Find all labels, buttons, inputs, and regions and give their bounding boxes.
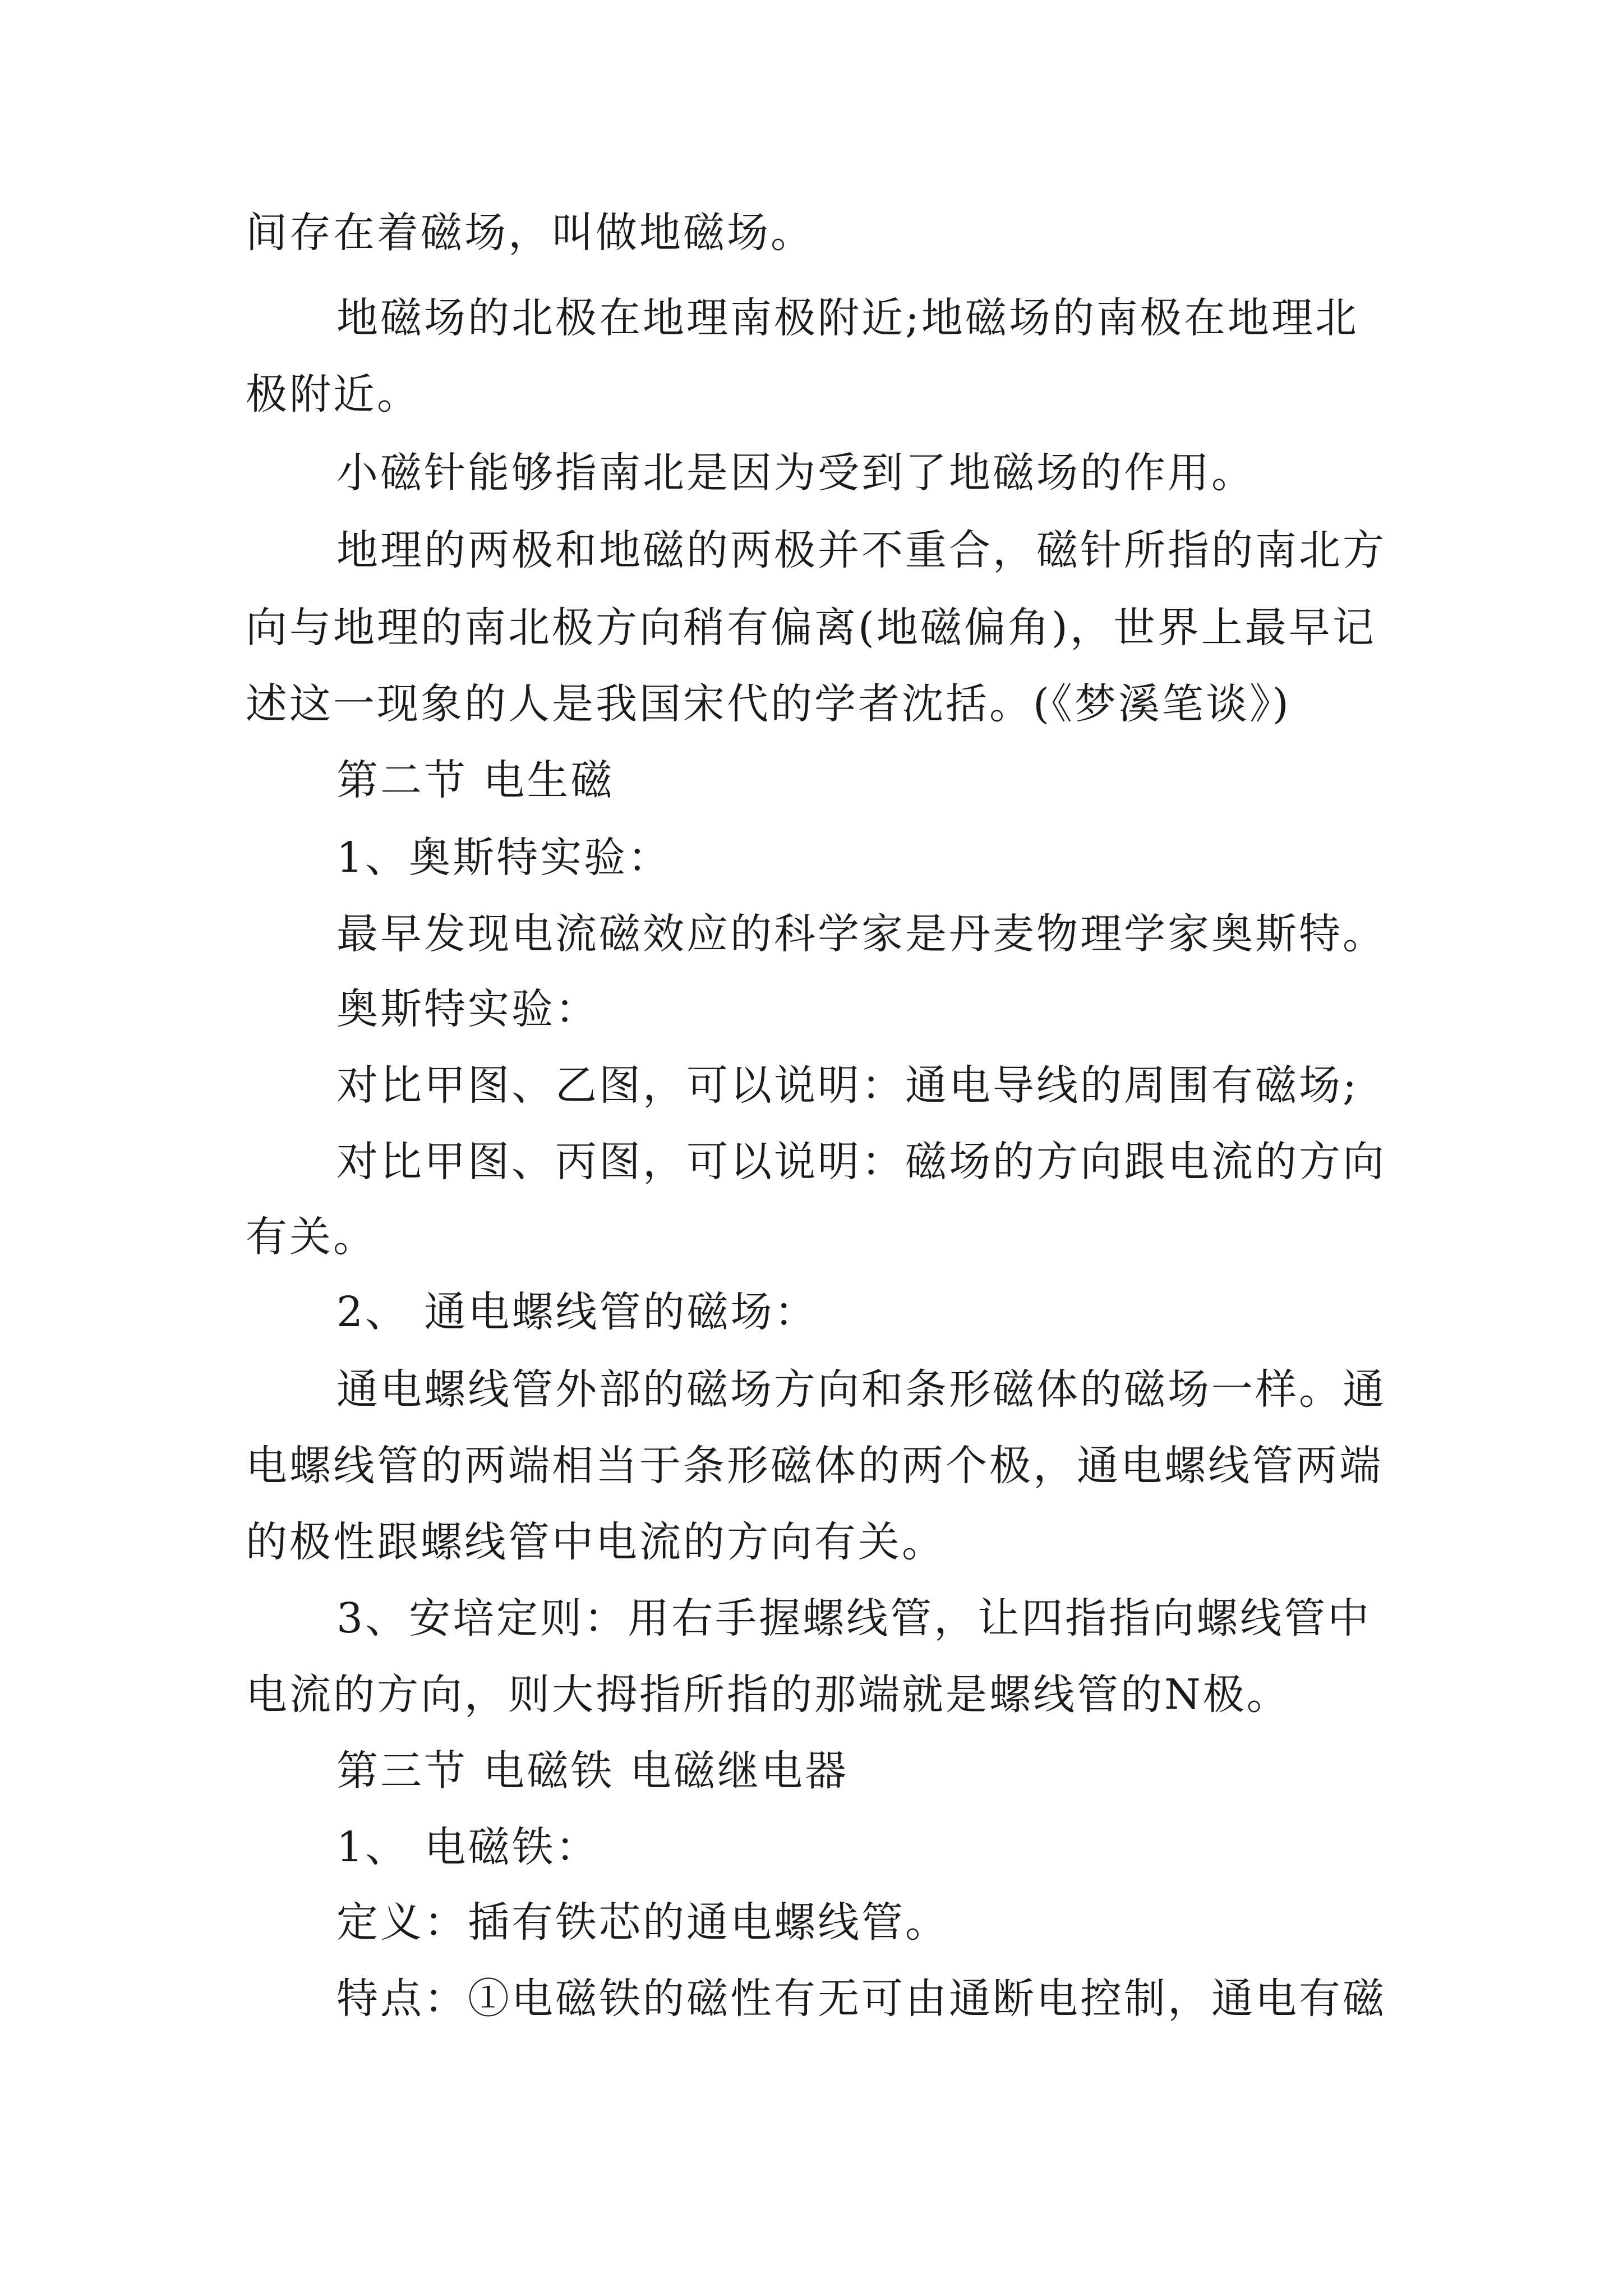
text-line: 电螺线管的两端相当于条形磁体的两个极，通电螺线管两端 xyxy=(246,1442,1383,1490)
subsection-heading: 1、奥斯特实验： xyxy=(336,834,672,882)
text-line: 对比甲图、丙图，可以说明：磁场的方向跟电流的方向 xyxy=(336,1138,1386,1186)
subsection-heading: 1、 电磁铁： xyxy=(336,1823,600,1871)
text-line: 述这一现象的人是我国宋代的学者沈括。(《梦溪笔谈》) xyxy=(246,680,1291,728)
text-line: 有关。 xyxy=(246,1213,377,1261)
subsection-heading: 2、 通电螺线管的磁场： xyxy=(336,1288,818,1336)
text-line: 最早发现电流磁效应的科学家是丹麦物理学家奥斯特。 xyxy=(336,910,1386,958)
text-line: 特点：①电磁铁的磁性有无可由通断电控制，通电有磁 xyxy=(336,1975,1386,2023)
text-line: 奥斯特实验： xyxy=(336,985,599,1033)
text-line: 地磁场的北极在地理南极附近;地磁场的南极在地理北 xyxy=(336,294,1359,342)
text-line: 小磁针能够指南北是因为受到了地磁场的作用。 xyxy=(336,449,1255,497)
section-heading: 第二节 电生磁 xyxy=(336,756,615,804)
text-line: 间存在着磁场，叫做地磁场。 xyxy=(246,209,814,257)
text-line: 3、安培定则：用右手握螺线管，让四指指向螺线管中 xyxy=(336,1594,1372,1642)
section-heading: 第三节 电磁铁 电磁继电器 xyxy=(336,1747,849,1795)
text-line: 电流的方向，则大拇指所指的那端就是螺线管的N极。 xyxy=(246,1671,1290,1719)
text-line: 通电螺线管外部的磁场方向和条形磁体的磁场一样。通 xyxy=(336,1365,1386,1414)
text-line: 极附近。 xyxy=(246,370,421,418)
text-line: 向与地理的南北极方向稍有偏离(地磁偏角)，世界上最早记 xyxy=(246,604,1376,652)
text-line: 定义：插有铁芯的通电螺线管。 xyxy=(336,1898,949,1947)
text-line: 的极性跟螺线管中电流的方向有关。 xyxy=(246,1518,946,1566)
text-line: 地理的两极和地磁的两极并不重合，磁针所指的南北方 xyxy=(336,526,1386,574)
text-line: 对比甲图、乙图，可以说明：通电导线的周围有磁场; xyxy=(336,1061,1359,1110)
